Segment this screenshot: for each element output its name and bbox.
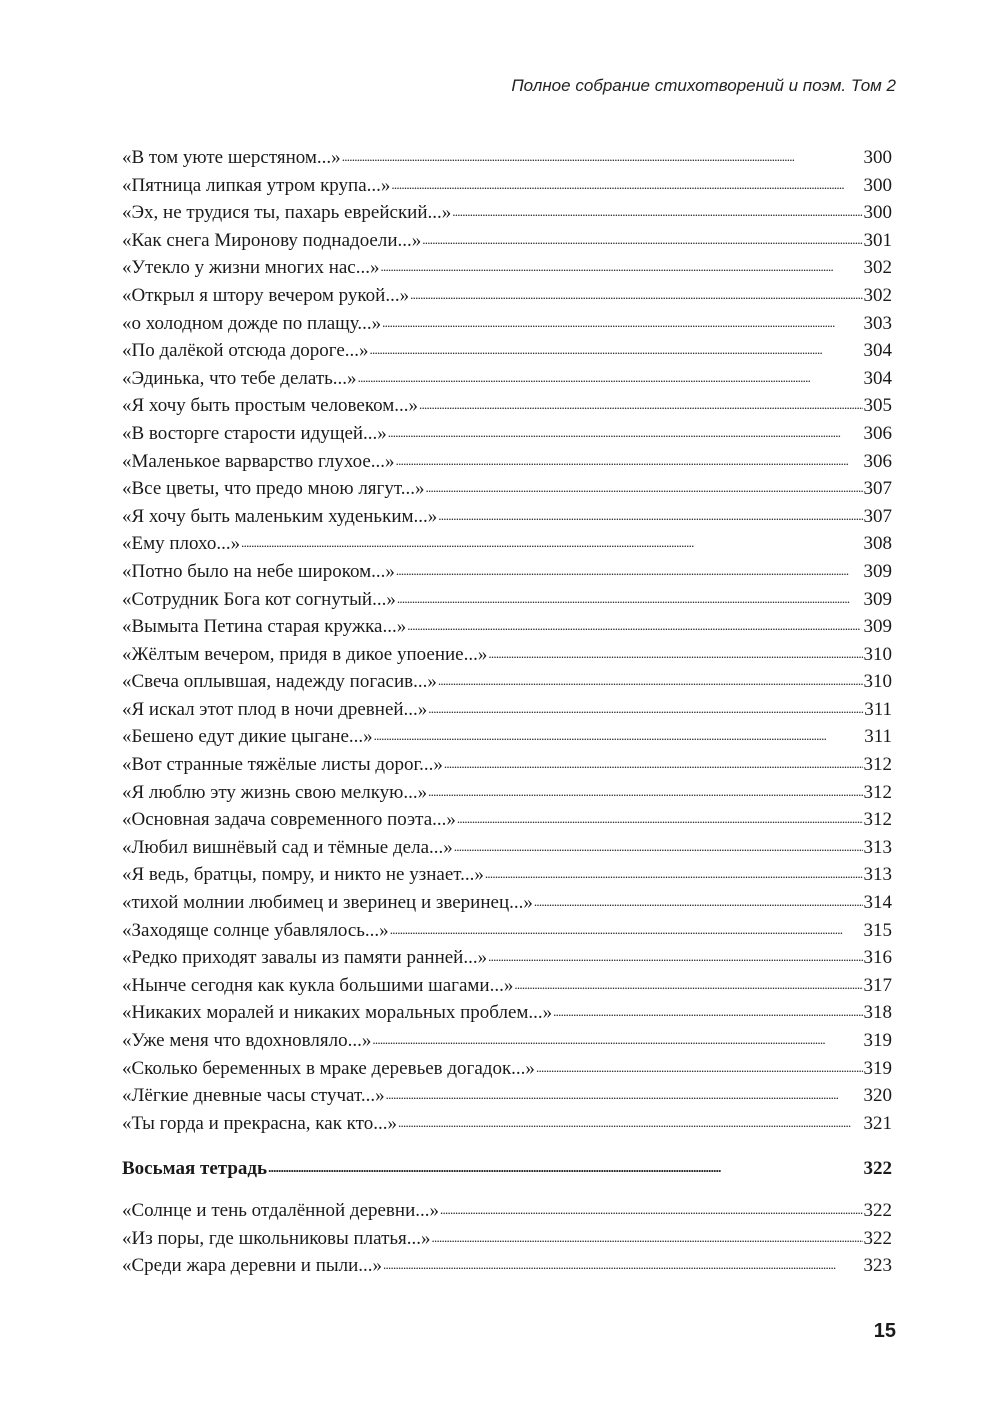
- leader-dots: [536, 1055, 863, 1074]
- leader-dots: [428, 696, 863, 715]
- entry-page: 306: [863, 450, 892, 472]
- toc-entry: [122, 1055, 892, 1083]
- leader-dots: [374, 723, 864, 742]
- leader-dots: [380, 254, 862, 273]
- toc-entry: [122, 944, 892, 972]
- entry-page: 300: [863, 202, 892, 224]
- toc-list: [122, 1197, 892, 1280]
- entry-page: 319: [863, 1030, 892, 1051]
- leader-dots: [438, 503, 862, 522]
- toc-entry: [122, 475, 892, 503]
- running-head: Полное собрание стихотворений и поэм. Том 2: [511, 76, 896, 95]
- entry-title: «Как снега Миронову поднадоели...»: [122, 229, 422, 251]
- toc-entry: [122, 227, 892, 255]
- leader-dots: [268, 1155, 862, 1174]
- entry-title: «Основная задача современного поэта...»: [122, 809, 456, 831]
- toc-entry: [122, 172, 892, 200]
- leader-dots: [390, 917, 863, 936]
- toc-entry: [122, 1082, 892, 1110]
- entry-page: 318: [863, 1002, 892, 1024]
- entry-title: «Среди жара деревни и пыли...»: [122, 1255, 383, 1277]
- leader-dots: [391, 172, 862, 191]
- entry-title: «В восторге старости идущей...»: [122, 422, 387, 444]
- toc-entry: [122, 668, 892, 696]
- entry-page: 309: [863, 588, 892, 610]
- leader-dots: [553, 999, 862, 1018]
- entry-page: 302: [863, 284, 892, 306]
- leader-dots: [372, 1027, 862, 1046]
- leader-dots: [419, 392, 862, 411]
- entry-title: «Я ведь, братцы, помру, и никто не узнает...»: [122, 864, 484, 886]
- entry-page: 312: [863, 781, 892, 803]
- leader-dots: [398, 1110, 863, 1129]
- entry-page: 301: [863, 229, 892, 251]
- entry-page: 311: [864, 726, 892, 748]
- entry-title: «Заходяще солнце убавлялось...»: [122, 919, 389, 941]
- entry-page: 323: [863, 1255, 892, 1277]
- toc-entry: [122, 448, 892, 476]
- entry-title: «Эх, не трудися ты, пахарь еврейский...»: [122, 202, 452, 224]
- toc-entry: [122, 144, 892, 172]
- entry-page: 313: [863, 864, 892, 886]
- entry-title: «Любил вишнёвый сад и тёмные дела...»: [122, 836, 453, 858]
- entry-title: «Бешено едут дикие цыгане...»: [122, 726, 373, 748]
- entry-page: 303: [863, 312, 892, 334]
- entry-title: «Нынче сегодня как кукла большими шагами...»: [122, 974, 514, 996]
- toc-entry: [122, 365, 892, 393]
- leader-dots: [488, 641, 862, 660]
- entry-page: 322: [863, 1227, 892, 1249]
- entry-title: «Жёлтым вечером, придя в дикое упоение...»: [122, 643, 488, 665]
- leader-dots: [241, 530, 862, 549]
- entry-title: «Сколько беременных в мраке деревьев догадок...»: [122, 1057, 535, 1079]
- leader-dots: [534, 889, 863, 908]
- entry-title: «Ты горда и прекрасна, как кто...»: [122, 1112, 397, 1134]
- leader-dots: [457, 806, 863, 825]
- toc-entry: [122, 282, 892, 310]
- page-number: 15: [873, 1320, 896, 1342]
- entry-page: 300: [863, 174, 892, 196]
- leader-dots: [370, 337, 863, 356]
- toc-entry: [122, 779, 892, 807]
- leader-dots: [454, 834, 863, 853]
- entry-page: 300: [863, 147, 892, 168]
- leader-dots: [342, 144, 863, 163]
- toc-entry: [122, 889, 892, 917]
- entry-title: «Утекло у жизни многих нас...»: [122, 257, 380, 279]
- toc-entry: [122, 834, 892, 862]
- toc-entry: [122, 1225, 892, 1253]
- toc-entry: [122, 558, 892, 586]
- entry-page: 315: [863, 919, 892, 941]
- entry-page: 314: [863, 892, 892, 914]
- toc-entry: [122, 503, 892, 531]
- leader-dots: [383, 1252, 862, 1271]
- leader-dots: [388, 420, 863, 439]
- toc-entry: [122, 751, 892, 779]
- toc-entry: [122, 337, 892, 365]
- entry-page: 308: [863, 533, 892, 555]
- entry-title: «Я хочу быть простым человеком...»: [122, 395, 419, 417]
- toc-entry: [122, 723, 892, 751]
- toc-entry: [122, 917, 892, 945]
- entry-page: 304: [863, 340, 892, 362]
- entry-title: «Маленькое варварство глухое...»: [122, 450, 395, 472]
- entry-title: «Лёгкие дневные часы стучат...»: [122, 1085, 385, 1107]
- entry-page: 307: [863, 505, 892, 527]
- entry-page: 322: [863, 1199, 892, 1221]
- entry-title: «Вымыта Петина старая кружка...»: [122, 616, 407, 638]
- leader-dots: [428, 779, 862, 798]
- entry-page: 309: [863, 616, 892, 638]
- toc-entry: [122, 420, 892, 448]
- entry-title: «Я хочу быть маленьким худеньким...»: [122, 505, 438, 527]
- entry-page: 316: [863, 947, 892, 969]
- section-page: 322: [863, 1158, 892, 1180]
- leader-dots: [422, 227, 862, 246]
- leader-dots: [396, 448, 863, 467]
- leader-dots: [488, 944, 862, 963]
- toc-entry: [122, 310, 892, 338]
- leader-dots: [485, 861, 863, 880]
- entry-title: «Пятница липкая утром крупа...»: [122, 174, 391, 196]
- toc-entry: [122, 999, 892, 1027]
- entry-page: 309: [863, 560, 892, 582]
- leader-dots: [438, 668, 863, 687]
- entry-title: «Из поры, где школьниковы платья...»: [122, 1227, 431, 1249]
- table-of-contents: [122, 144, 892, 1280]
- entry-page: 312: [863, 754, 892, 776]
- entry-page: 305: [863, 395, 892, 417]
- toc-entry: [122, 254, 892, 282]
- leader-dots: [358, 365, 863, 384]
- entry-title: «Я искал этот плод в ночи древней...»: [122, 698, 428, 720]
- leader-dots: [444, 751, 863, 770]
- toc-entry: [122, 530, 892, 558]
- entry-page: 313: [863, 836, 892, 858]
- toc-entry: [122, 1110, 892, 1138]
- toc-section-heading: [122, 1155, 892, 1183]
- entry-title: «Уже меня что вдохновляло...»: [122, 1030, 372, 1051]
- entry-title: «Эдинька, что тебе делать...»: [122, 367, 357, 389]
- entry-page: 311: [864, 698, 892, 720]
- toc-entry: [122, 1027, 892, 1055]
- leader-dots: [407, 613, 862, 632]
- toc-entry: [122, 586, 892, 614]
- leader-dots: [386, 1082, 863, 1101]
- toc-entry: [122, 861, 892, 889]
- entry-page: 306: [863, 422, 892, 444]
- entry-page: 304: [863, 367, 892, 389]
- leader-dots: [397, 586, 863, 605]
- toc-entry: [122, 972, 892, 1000]
- leader-dots: [440, 1197, 863, 1216]
- entry-title: «Потно было на небе широком...»: [122, 560, 395, 582]
- entry-page: 307: [863, 478, 892, 500]
- entry-page: 310: [863, 671, 892, 693]
- toc-list: [122, 144, 892, 1137]
- entry-title: «Ему плохо...»: [122, 533, 241, 555]
- toc-entry: [122, 806, 892, 834]
- toc-entry: [122, 392, 892, 420]
- entry-title: «Вот странные тяжёлые листы дорог...»: [122, 754, 443, 776]
- entry-title: «В том уюте шерстяном...»: [122, 147, 341, 168]
- toc-entry: [122, 641, 892, 669]
- section-title: Восьмая тетрадь: [122, 1158, 268, 1180]
- entry-title: «Открыл я штору вечером рукой...»: [122, 284, 410, 306]
- leader-dots: [452, 199, 862, 218]
- entry-title: «тихой молнии любимец и зверинец и зверинец...»: [122, 892, 533, 914]
- entry-page: 321: [863, 1112, 892, 1134]
- entry-title: «Свеча оплывшая, надежду погасив...»: [122, 671, 437, 693]
- toc-entry: [122, 199, 892, 227]
- leader-dots: [432, 1225, 863, 1244]
- entry-title: «Редко приходят завалы из памяти ранней...»: [122, 947, 488, 969]
- entry-title: «Я люблю эту жизнь свою мелкую...»: [122, 781, 428, 803]
- entry-page: 320: [863, 1085, 892, 1107]
- entry-title: «Никаких моралей и никаких моральных проблем...»: [122, 1002, 553, 1024]
- toc-entry: [122, 1252, 892, 1280]
- entry-title: «Солнце и тень отдалённой деревни...»: [122, 1199, 439, 1221]
- entry-page: 310: [863, 643, 892, 665]
- leader-dots: [514, 972, 862, 991]
- toc-entry: [122, 696, 892, 724]
- entry-page: 302: [863, 257, 892, 279]
- toc-entry: [122, 613, 892, 641]
- entry-title: «По далёкой отсюда дороге...»: [122, 340, 369, 362]
- entry-title: «Сотрудник Бога кот согнутый...»: [122, 588, 396, 610]
- entry-title: «о холодном дожде по плащу...»: [122, 312, 382, 334]
- entry-page: 317: [863, 974, 892, 996]
- leader-dots: [382, 310, 862, 329]
- leader-dots: [410, 282, 862, 301]
- entry-page: 312: [863, 809, 892, 831]
- entry-title: «Все цветы, что предо мною лягут...»: [122, 478, 425, 500]
- toc-entry: [122, 1197, 892, 1225]
- leader-dots: [396, 558, 863, 577]
- leader-dots: [425, 475, 862, 494]
- entry-page: 319: [863, 1057, 892, 1079]
